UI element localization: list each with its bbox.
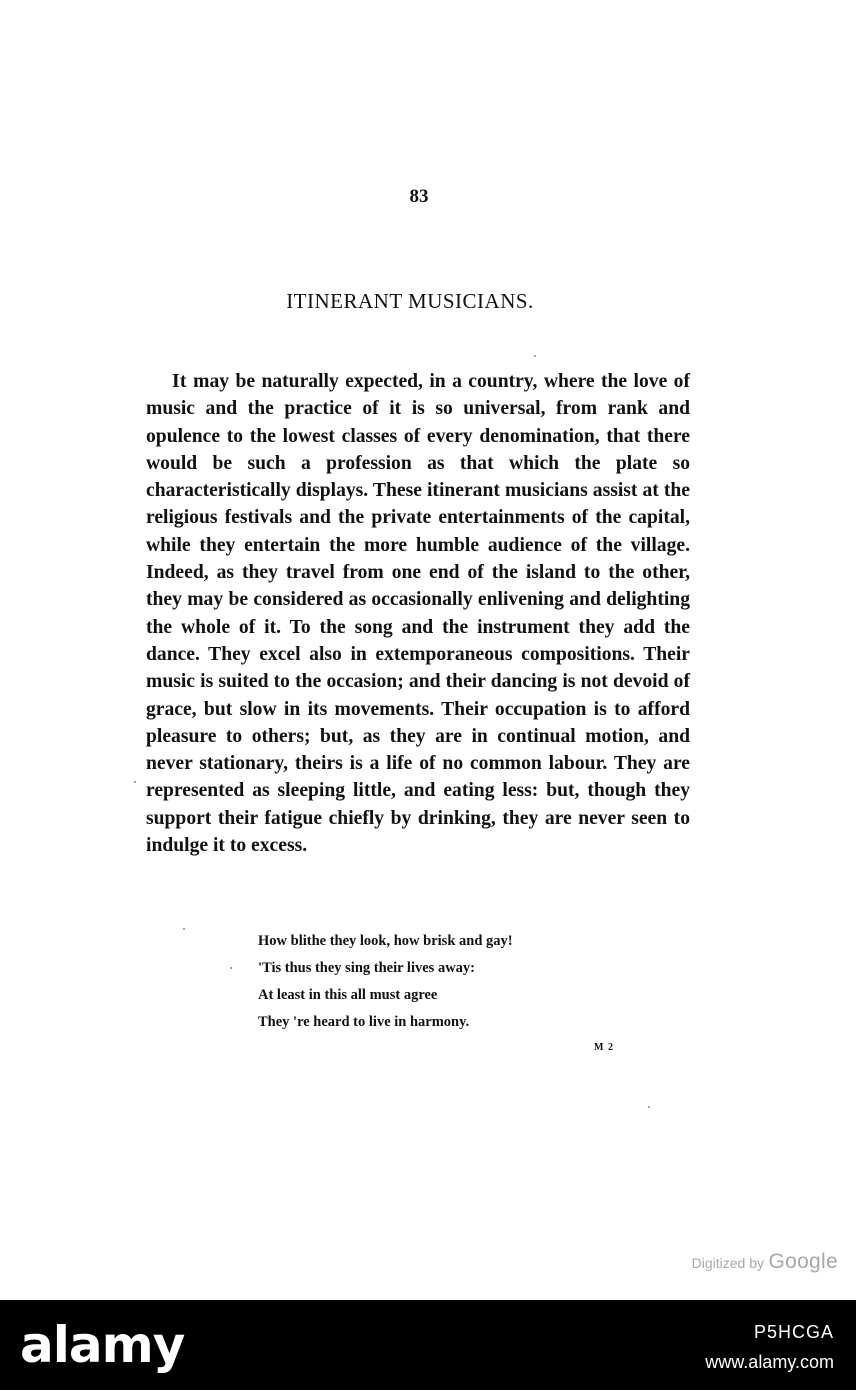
drop-cap: It: [172, 371, 187, 392]
body-paragraph: [146, 368, 690, 859]
scan-speck: [534, 355, 536, 357]
page-title: ITINERANT MUSICIANS.: [286, 289, 534, 313]
digitized-watermark: [692, 1250, 838, 1274]
scan-speck: [648, 1106, 650, 1108]
verse-line: At least in this all must agree: [258, 987, 438, 1003]
page-number: 83: [409, 186, 429, 207]
verse-block: [258, 928, 578, 1036]
image-id: P5HCGA: [753, 1322, 834, 1342]
verse-line: They 're heard to live in harmony.: [258, 1014, 470, 1030]
site-url: www.alamy.com: [705, 1352, 834, 1372]
stock-footer-bar: [0, 1300, 856, 1390]
scan-speck: [230, 967, 232, 969]
google-logo: Google: [768, 1250, 838, 1273]
verse-line: 'Tis thus they sing their lives away:: [258, 960, 475, 976]
verse-line: How blithe they look, how brisk and gay!: [258, 933, 513, 949]
digitized-label: Digitized by: [691, 1255, 765, 1271]
scan-speck: [134, 781, 136, 783]
alamy-logo: alamy: [20, 1316, 185, 1374]
signature-mark: M 2: [594, 1042, 614, 1053]
body-text: may be naturally expected, in a country, where the love of music and the practice of it is so universal, from rank and opulence to the lowest classes of every denomination, that there would be such a profession as that which the plate so characteristically displays. These itinerant musicians assist at the religious festivals and the private entertainments of the capital, while they entertain the more humble audience of the village. Indeed, as they travel from one end of the island to the other, they may be considered as occasionally enlivening and delighting the whole of it. To the song and the instrument they add the dance. They excel also in extemporaneous compositions. Their music is suited to the occasion; and their dancing is not devoid of grace, but slow in its movements. Their occupation is to afford pleasure to others; but, as they are in continual motion, and never stationary, theirs is a life of no common labour. They are represented as sleeping little, and eating less: but, though they support their fatigue chiefly by drinking, they are never seen to indulge it to excess.: [146, 371, 690, 857]
scan-speck: [183, 928, 185, 930]
